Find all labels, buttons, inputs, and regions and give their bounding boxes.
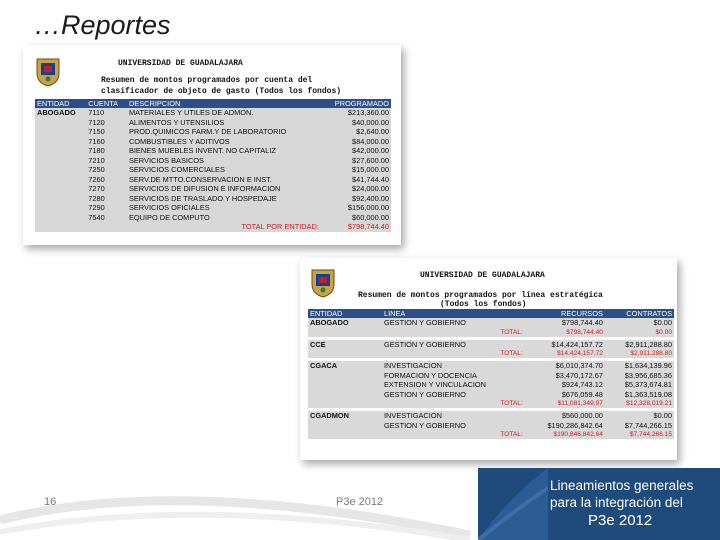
page-number: 16 — [44, 496, 57, 508]
cuenta-cell: 7150 — [88, 127, 105, 137]
cuenta-cell: 7290 — [88, 203, 105, 213]
blank-cell — [35, 222, 86, 232]
col-cuenta: CUENTA — [86, 99, 127, 108]
entidad-cell — [35, 213, 86, 223]
descripcion-cell: SERV.DE MTTO.CONSERVACION E INST. — [128, 174, 272, 184]
logo-line3: P3e 2012 — [588, 512, 653, 529]
report1-subtitle-line2: clasificador de objeto de gasto (Todos los fondos) — [101, 87, 342, 96]
table-row — [35, 156, 391, 166]
descripcion-cell: ALIMENTOS Y UTENSILIOS — [128, 117, 225, 127]
total-label: TOTAL: — [382, 328, 525, 337]
report-linea-estrategica — [300, 258, 677, 460]
contratos-cell: $7,744,266.15 — [605, 421, 674, 431]
recursos-cell: $676,059.48 — [525, 390, 605, 400]
entidad-cell — [308, 380, 382, 390]
table-row — [35, 175, 391, 185]
entidad-cell — [308, 421, 382, 431]
table-row — [308, 318, 674, 328]
report1-table — [35, 99, 391, 232]
contratos-cell: $5,373,674.81 — [605, 380, 674, 390]
blank-cell — [86, 222, 127, 232]
cuenta-cell: 7180 — [88, 146, 105, 156]
total-label: TOTAL POR ENTIDAD: — [127, 222, 321, 232]
total-contratos: $12,328,019.21 — [605, 399, 674, 408]
descripcion-cell: SERVICIOS OFICIALES — [128, 203, 210, 213]
descripcion-cell: EQUIPO DE COMPUTO — [128, 212, 210, 222]
linea-cell: GESTION Y GOBIERNO — [382, 390, 525, 400]
recursos-cell: $798,744.40 — [525, 318, 605, 328]
programado-cell: $27,600.00 — [352, 155, 389, 165]
entidad-cell — [35, 165, 86, 175]
programado-cell: $24,000.00 — [352, 184, 389, 194]
contratos-cell: $3,956,685.36 — [605, 371, 674, 381]
total-value: $798,744.40 — [321, 222, 391, 232]
linea-cell: EXTENSION Y VINCULACION — [382, 380, 525, 390]
total-recursos: $798,744.40 — [525, 328, 605, 337]
table-row — [308, 361, 674, 371]
entidad-cell — [35, 194, 86, 204]
programado-cell: $15,000.00 — [352, 165, 389, 175]
entidad-cell — [35, 118, 86, 128]
cuenta-cell: 7120 — [88, 117, 105, 127]
table-row — [35, 146, 391, 156]
linea-cell: INVESTIGACION — [382, 411, 525, 421]
cuenta-cell: 7270 — [88, 184, 105, 194]
linea-cell: GESTION Y GOBIERNO — [382, 318, 525, 328]
group-total-row — [308, 399, 674, 408]
descripcion-cell: MATERIALES Y UTILES DE ADMON. — [128, 108, 254, 118]
report2-subtitle-line2: (Todos los fondos) — [440, 300, 527, 309]
linea-cell: FORMACION Y DOCENCIA — [382, 371, 525, 381]
programado-cell: $60,000.00 — [352, 212, 389, 222]
descripcion-cell: SERVICIOS COMERCIALES — [128, 165, 225, 175]
total-recursos: $11,081,349.97 — [525, 399, 605, 408]
programado-cell: $40,000.00 — [352, 117, 389, 127]
recursos-cell: $190,286,842.64 — [525, 421, 605, 431]
programado-cell: $42,000.00 — [352, 146, 389, 156]
programado-cell: $92,400.00 — [352, 193, 389, 203]
entidad-cell — [35, 127, 86, 137]
slide-title: …Reportes — [34, 10, 171, 40]
entidad-cell — [308, 371, 382, 381]
cuenta-cell: 7210 — [88, 155, 105, 165]
blank-cell — [308, 430, 382, 439]
blank-cell — [308, 399, 382, 408]
total-label: TOTAL: — [382, 349, 525, 358]
descripcion-cell: SERVICIOS BASICOS — [128, 155, 204, 165]
recursos-cell: $6,010,374.70 — [525, 361, 605, 371]
logo-line1: Lineamientos generales — [550, 478, 694, 493]
total-label: TOTAL: — [382, 430, 525, 439]
col-recursos: RECURSOS — [525, 309, 605, 318]
descripcion-cell: SERVICIOS DE TRASLADO Y HOSPEDAJE — [128, 193, 277, 203]
descripcion-cell: COMBUSTIBLES Y ADITIVOS — [128, 136, 230, 146]
table-row — [308, 371, 674, 381]
university-seal-icon — [35, 55, 61, 87]
cuenta-cell: 7260 — [88, 174, 105, 184]
blank-cell — [308, 349, 382, 358]
p3e-logo — [478, 468, 720, 540]
table-row — [35, 127, 391, 137]
total-contratos: $0.00 — [605, 328, 674, 337]
recursos-cell: $14,424,157.72 — [525, 340, 605, 350]
table-row — [35, 203, 391, 213]
table-row — [308, 340, 674, 350]
table-row — [35, 213, 391, 223]
programado-cell: $2,640.00 — [356, 127, 389, 137]
university-seal-icon — [310, 266, 336, 298]
report2-subtitle-line1: Resumen de montos programados por línea estratégica — [358, 291, 603, 300]
entidad-cell: ABOGADO — [37, 108, 76, 118]
footer-text: P3e 2012 — [336, 496, 384, 508]
table-row — [308, 411, 674, 421]
group-total-row — [308, 328, 674, 337]
entidad-cell: CCE — [308, 340, 382, 350]
descripcion-cell: SERVICIOS DE DIFUSION E INFORMACION — [128, 184, 281, 194]
total-recursos: $190,846,842.64 — [525, 430, 605, 439]
table-row — [35, 137, 391, 147]
table-row — [308, 390, 674, 400]
entidad-cell: CGADMON — [308, 411, 382, 421]
recursos-cell: $924,743.12 — [525, 380, 605, 390]
programado-cell: $41,744.40 — [352, 174, 389, 184]
col-contratos: CONTRATOS — [605, 309, 674, 318]
entidad-cell — [308, 390, 382, 400]
report2-university: UNIVERSIDAD DE GUADALAJARA — [420, 271, 545, 280]
group-total-row — [308, 349, 674, 358]
descripcion-cell: PROD.QUIMICOS FARM.Y DE LABORATORIO — [128, 127, 287, 137]
contratos-cell: $0.00 — [605, 411, 674, 421]
table-row — [35, 108, 391, 118]
programado-cell: $213,360.00 — [347, 108, 389, 118]
blank-cell — [308, 328, 382, 337]
linea-cell: GESTION Y GOBIERNO — [382, 340, 525, 350]
report-objeto-gasto — [23, 45, 401, 245]
report1-subtitle-line1: Resumen de montos programados por cuenta del — [101, 76, 313, 85]
table-row — [35, 165, 391, 175]
total-recursos: $14,424,157.72 — [525, 349, 605, 358]
programado-cell: $84,000.00 — [352, 136, 389, 146]
entidad-cell — [35, 203, 86, 213]
contratos-cell: $1,634,139.96 — [605, 361, 674, 371]
logo-line2: para la integración del — [550, 495, 683, 510]
entidad-cell — [35, 184, 86, 194]
col-entidad: ENTIDAD — [308, 309, 382, 318]
entidad-cell: ABOGADO — [308, 318, 382, 328]
contratos-cell: $0.00 — [605, 318, 674, 328]
report1-university: UNIVERSIDAD DE GUADALAJARA — [118, 59, 243, 68]
entidad-cell — [35, 146, 86, 156]
entidad-cell: CGACA — [308, 361, 382, 371]
total-row — [35, 222, 391, 232]
table-row — [35, 194, 391, 204]
table-row — [35, 118, 391, 128]
cuenta-cell: 7250 — [88, 165, 105, 175]
entidad-cell — [35, 137, 86, 147]
report2-table — [308, 309, 674, 439]
linea-cell: INVESTIGACION — [382, 361, 525, 371]
total-contratos: $7,744,266.15 — [605, 430, 674, 439]
descripcion-cell: BIENES MUEBLES INVENT. NO CAPITALIZ — [128, 146, 276, 156]
table-row — [308, 380, 674, 390]
total-label: TOTAL: — [382, 399, 525, 408]
cuenta-cell: 7280 — [88, 193, 105, 203]
programado-cell: $156,000.00 — [347, 203, 389, 213]
cuenta-cell: 7160 — [88, 136, 105, 146]
entidad-cell — [35, 156, 86, 166]
logo-swoosh-icon — [478, 468, 548, 540]
total-contratos: $2,911,288.80 — [605, 349, 674, 358]
recursos-cell: $560,000.00 — [525, 411, 605, 421]
contratos-cell: $2,911,288.80 — [605, 340, 674, 350]
col-descripcion: DESCRIPCION — [127, 99, 321, 108]
cuenta-cell: 7110 — [88, 108, 105, 118]
col-entidad: ENTIDAD — [35, 99, 86, 108]
col-programado: PROGRAMADO — [321, 99, 391, 108]
entidad-cell — [35, 175, 86, 185]
table-row — [35, 184, 391, 194]
group-total-row — [308, 430, 674, 439]
cuenta-cell: 7540 — [88, 212, 105, 222]
contratos-cell: $1,363,519.08 — [605, 390, 674, 400]
table-row — [308, 421, 674, 431]
linea-cell: GESTION Y GOBIERNO — [382, 421, 525, 431]
recursos-cell: $3,470,172.67 — [525, 371, 605, 381]
col-linea: LINEA — [382, 309, 525, 318]
